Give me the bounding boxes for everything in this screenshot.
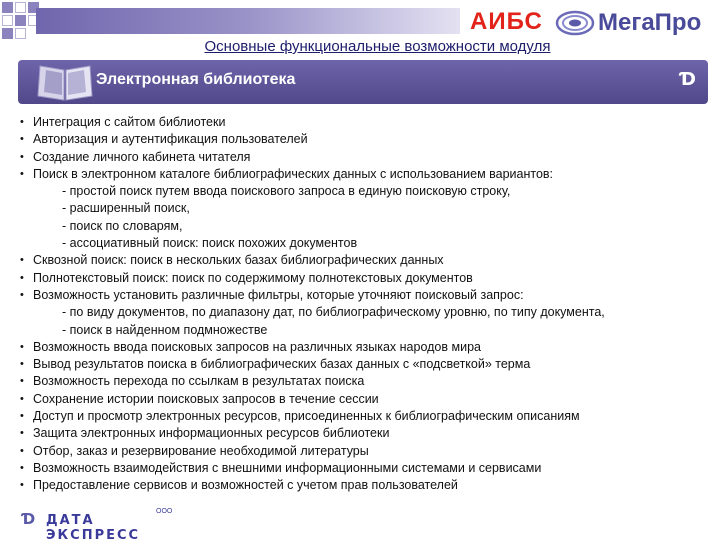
feature-item: [18, 373, 714, 390]
bullet-icon: •: [20, 444, 24, 457]
header-gradient-band: [36, 8, 460, 34]
feature-subitem: [18, 322, 714, 339]
feature-item: [18, 252, 714, 269]
footer-brand: ДАТА ЭКСПРЕСС: [46, 513, 141, 543]
feature-text: - расширенный поиск,: [62, 201, 190, 216]
data-express-mark-icon: Ɗ: [680, 69, 694, 90]
feature-subitem: [18, 200, 714, 217]
bullet-icon: •: [20, 427, 24, 440]
aibs-megapro-logo: [462, 6, 712, 40]
bullet-icon: •: [20, 461, 24, 474]
data-express-logo-icon: Ɗ: [22, 510, 36, 528]
feature-text: - ассоциативный поиск: поиск похожих документов: [62, 236, 358, 251]
bullet-icon: •: [20, 116, 24, 128]
feature-item: [18, 408, 714, 425]
feature-text: - поиск в найденном подмножестве: [62, 322, 268, 337]
bullet-icon: •: [20, 288, 24, 301]
bullet-icon: •: [20, 271, 24, 284]
feature-text: - простой поиск путем ввода поискового запроса в единую поисковую строку,: [62, 184, 511, 199]
footer-logo: [22, 508, 192, 543]
bullet-icon: •: [20, 167, 24, 180]
feature-text: Создание личного кабинета читателя: [33, 149, 251, 164]
feature-text: Доступ и просмотр электронных ресурсов, присоединенных к библиографическим описаниям: [33, 409, 580, 424]
book-icon: [34, 62, 96, 102]
feature-item: [18, 166, 714, 183]
footer-brand-sup: ООО: [156, 508, 173, 515]
feature-text: Отбор, заказ и резервирование необходимой литературы: [33, 443, 369, 458]
bullet-icon: •: [20, 358, 24, 371]
feature-text: Интеграция с сайтом библиотеки: [33, 115, 226, 129]
feature-text: - поиск по словарям,: [62, 218, 183, 233]
feature-item: [18, 149, 714, 166]
feature-text: Предоставление сервисов и возможностей с учетом прав пользователей: [33, 478, 458, 493]
feature-text: Авторизация и аутентификация пользователей: [33, 132, 308, 147]
feature-item: [18, 391, 714, 408]
feature-item: [18, 443, 714, 460]
feature-text: Поиск в электронном каталоге библиографических данных с использованием вариантов:: [33, 166, 554, 181]
feature-item: [18, 339, 714, 356]
feature-item: [18, 356, 714, 373]
feature-text: Возможность ввода поисковых запросов на различных языках народов мира: [33, 339, 481, 354]
feature-text: Возможность перехода по ссылкам в результатах поиска: [33, 374, 365, 389]
bullet-icon: •: [20, 150, 24, 163]
feature-item: [18, 270, 714, 287]
feature-list: [18, 114, 714, 495]
bullet-icon: •: [20, 479, 24, 492]
feature-item: [18, 460, 714, 477]
bullet-icon: •: [20, 133, 24, 146]
feature-text: Защита электронных информационных ресурсов библиотеки: [33, 426, 390, 441]
logo-megapro-text: МегаПро: [598, 9, 702, 36]
feature-item: [18, 477, 714, 494]
swirl-logo-icon: [555, 8, 595, 38]
feature-subitem: [18, 218, 714, 235]
feature-item: [18, 287, 714, 304]
feature-text: Полнотекстовый поиск: поиск по содержимому полнотекстовых документов: [33, 270, 473, 285]
bullet-icon: •: [20, 340, 24, 353]
feature-text: Возможность взаимодействия с внешними информационными системами и сервисами: [33, 460, 542, 475]
feature-subitem: [18, 183, 714, 200]
feature-text: Сквозной поиск: поиск в нескольких базах библиографических данных: [33, 253, 444, 268]
feature-item: [18, 114, 714, 131]
bullet-icon: •: [20, 392, 24, 405]
banner-title: Электронная библиотека: [96, 71, 296, 88]
feature-item: [18, 425, 714, 442]
page-subtitle: Основные функциональные возможности модуля: [204, 38, 551, 55]
feature-text: - по виду документов, по диапазону дат, по библиографическому уровню, по типу документа,: [62, 305, 605, 320]
logo-aibs-text: АИБС: [470, 8, 543, 35]
bullet-icon: •: [20, 375, 24, 388]
feature-subitem: [18, 304, 714, 321]
feature-text: Вывод результатов поиска в библиографических базах данных с «подсветкой» терма: [33, 357, 531, 372]
module-banner: [18, 60, 708, 104]
feature-item: [18, 131, 714, 148]
feature-text: Сохранение истории поисковых запросов в течение сессии: [33, 391, 379, 406]
feature-text: Возможность установить различные фильтры, которые уточняют поисковый запрос:: [33, 287, 524, 302]
bullet-icon: •: [20, 254, 24, 267]
bullet-icon: •: [20, 410, 24, 423]
feature-subitem: [18, 235, 714, 252]
